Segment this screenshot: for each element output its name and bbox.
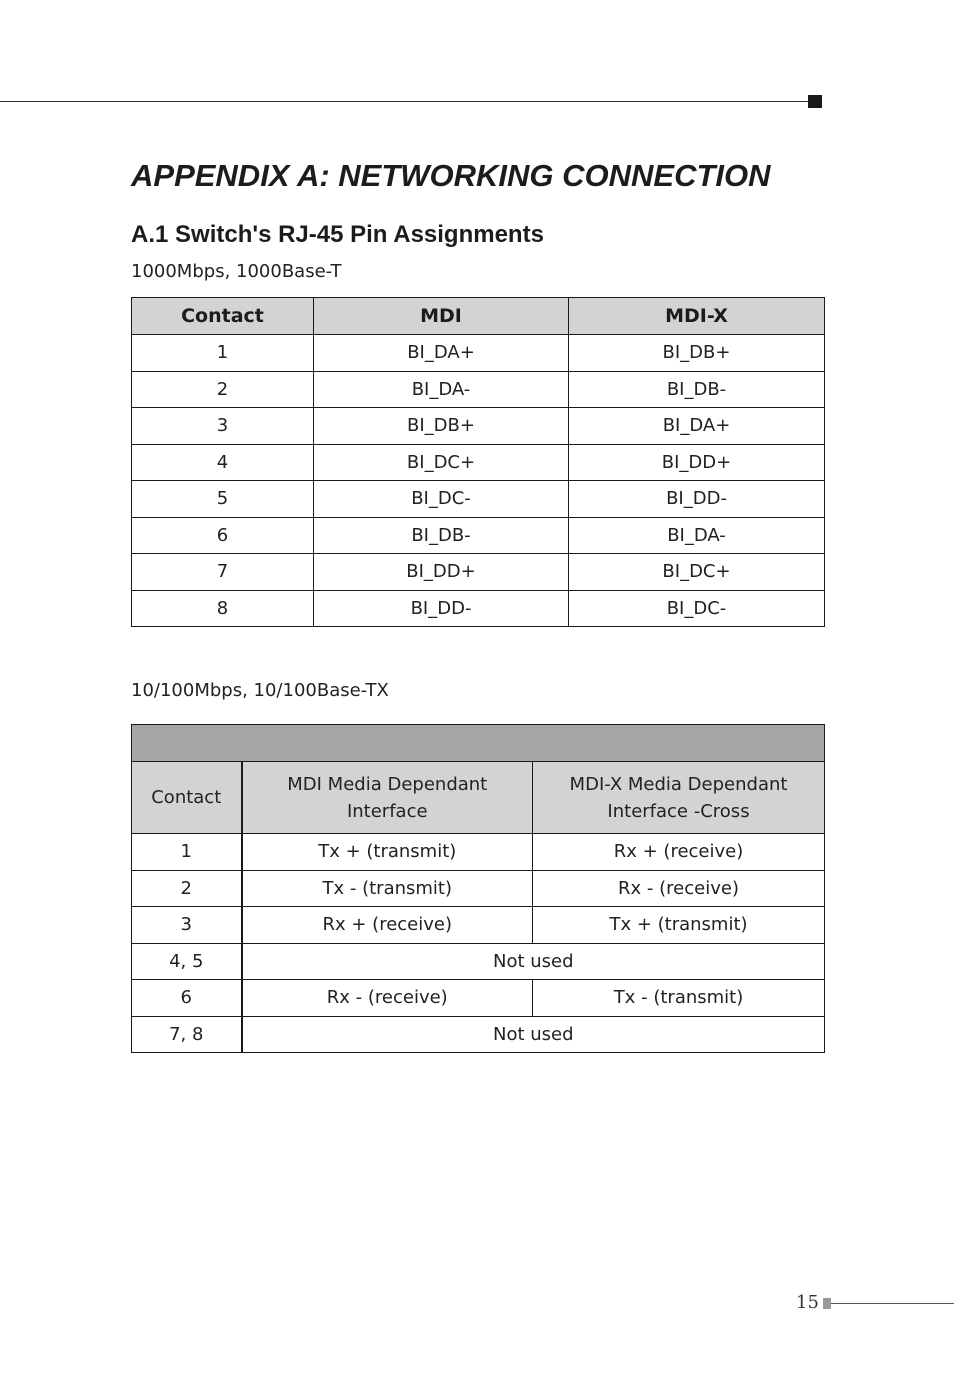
cell-contact: 5 xyxy=(132,481,314,518)
cell-not-used: Not used xyxy=(242,943,825,980)
cell-contact: 3 xyxy=(132,408,314,445)
table-row xyxy=(132,481,825,518)
table-header-row xyxy=(132,298,825,335)
header-square-marker xyxy=(808,95,822,108)
header-mdix xyxy=(533,762,825,834)
table-header-row xyxy=(132,762,825,834)
cell-mdi: BI_DC- xyxy=(314,481,569,518)
header-contact: Contact xyxy=(132,298,314,335)
cell-not-used: Not used xyxy=(242,1016,825,1053)
header-mdix-label: MDI-X Media Dependant Interface -Cross xyxy=(569,773,788,822)
cell-mdix: Tx + (transmit) xyxy=(533,907,825,944)
table-row xyxy=(132,1016,825,1053)
cell-mdi: BI_DC+ xyxy=(314,444,569,481)
table-row xyxy=(132,834,825,871)
cell-contact: 4 xyxy=(132,444,314,481)
table-row xyxy=(132,980,825,1017)
cell-mdix: Rx + (receive) xyxy=(533,834,825,871)
cell-mdix: BI_DD- xyxy=(569,481,825,518)
table-row xyxy=(132,371,825,408)
cell-mdix: BI_DC+ xyxy=(569,554,825,591)
cell-mdix: BI_DB+ xyxy=(569,335,825,372)
cell-mdix: BI_DC- xyxy=(569,590,825,627)
cell-mdix: BI_DA+ xyxy=(569,408,825,445)
fast-ethernet-pin-table xyxy=(131,724,825,1053)
cell-contact: 1 xyxy=(132,335,314,372)
cell-contact: 8 xyxy=(132,590,314,627)
cell-mdix: Tx - (transmit) xyxy=(533,980,825,1017)
header-mdi xyxy=(242,762,533,834)
cell-mdi: BI_DD+ xyxy=(314,554,569,591)
cell-mdix: BI_DB- xyxy=(569,371,825,408)
cell-mdi: BI_DA- xyxy=(314,371,569,408)
cell-mdi: BI_DB+ xyxy=(314,408,569,445)
cell-contact: 1 xyxy=(132,834,242,871)
cell-mdi: BI_DB- xyxy=(314,517,569,554)
table-row xyxy=(132,590,825,627)
footer-rule xyxy=(831,1303,954,1304)
cell-contact: 2 xyxy=(132,371,314,408)
cell-mdi: BI_DA+ xyxy=(314,335,569,372)
section-title: A.1 Switch's RJ-45 Pin Assignments xyxy=(131,221,544,248)
cell-mdi: BI_DD- xyxy=(314,590,569,627)
band-cell xyxy=(132,725,825,762)
header-rule xyxy=(0,101,812,102)
cell-mdi: Tx + (transmit) xyxy=(242,834,533,871)
cell-mdix: BI_DA- xyxy=(569,517,825,554)
table-row xyxy=(132,907,825,944)
cell-mdix: BI_DD+ xyxy=(569,444,825,481)
header-mdi-label: MDI Media Dependant Interface xyxy=(287,773,488,822)
table-row xyxy=(132,943,825,980)
table-row xyxy=(132,408,825,445)
page-title: APPENDIX A: NETWORKING CONNECTION xyxy=(131,158,771,193)
table-row xyxy=(132,517,825,554)
cell-contact: 6 xyxy=(132,980,242,1017)
table1-caption: 1000Mbps, 1000Base-T xyxy=(131,261,342,282)
cell-mdi: Rx - (receive) xyxy=(242,980,533,1017)
cell-contact: 3 xyxy=(132,907,242,944)
gigabit-pin-table xyxy=(131,297,825,627)
cell-mdi: Tx - (transmit) xyxy=(242,870,533,907)
cell-contact: 7, 8 xyxy=(132,1016,242,1053)
cell-contact: 6 xyxy=(132,517,314,554)
cell-contact: 7 xyxy=(132,554,314,591)
table-row xyxy=(132,554,825,591)
table-row xyxy=(132,870,825,907)
cell-mdi: Rx + (receive) xyxy=(242,907,533,944)
footer-square-marker xyxy=(823,1298,831,1309)
header-mdix: MDI-X xyxy=(569,298,825,335)
table-row xyxy=(132,335,825,372)
table-band-row xyxy=(132,725,825,762)
header-mdi: MDI xyxy=(314,298,569,335)
cell-contact: 4, 5 xyxy=(132,943,242,980)
table2-caption: 10/100Mbps, 10/100Base-TX xyxy=(131,680,389,701)
cell-mdix: Rx - (receive) xyxy=(533,870,825,907)
header-contact: Contact xyxy=(132,762,242,834)
cell-contact: 2 xyxy=(132,870,242,907)
page-number: 15 xyxy=(796,1292,819,1313)
table-row xyxy=(132,444,825,481)
